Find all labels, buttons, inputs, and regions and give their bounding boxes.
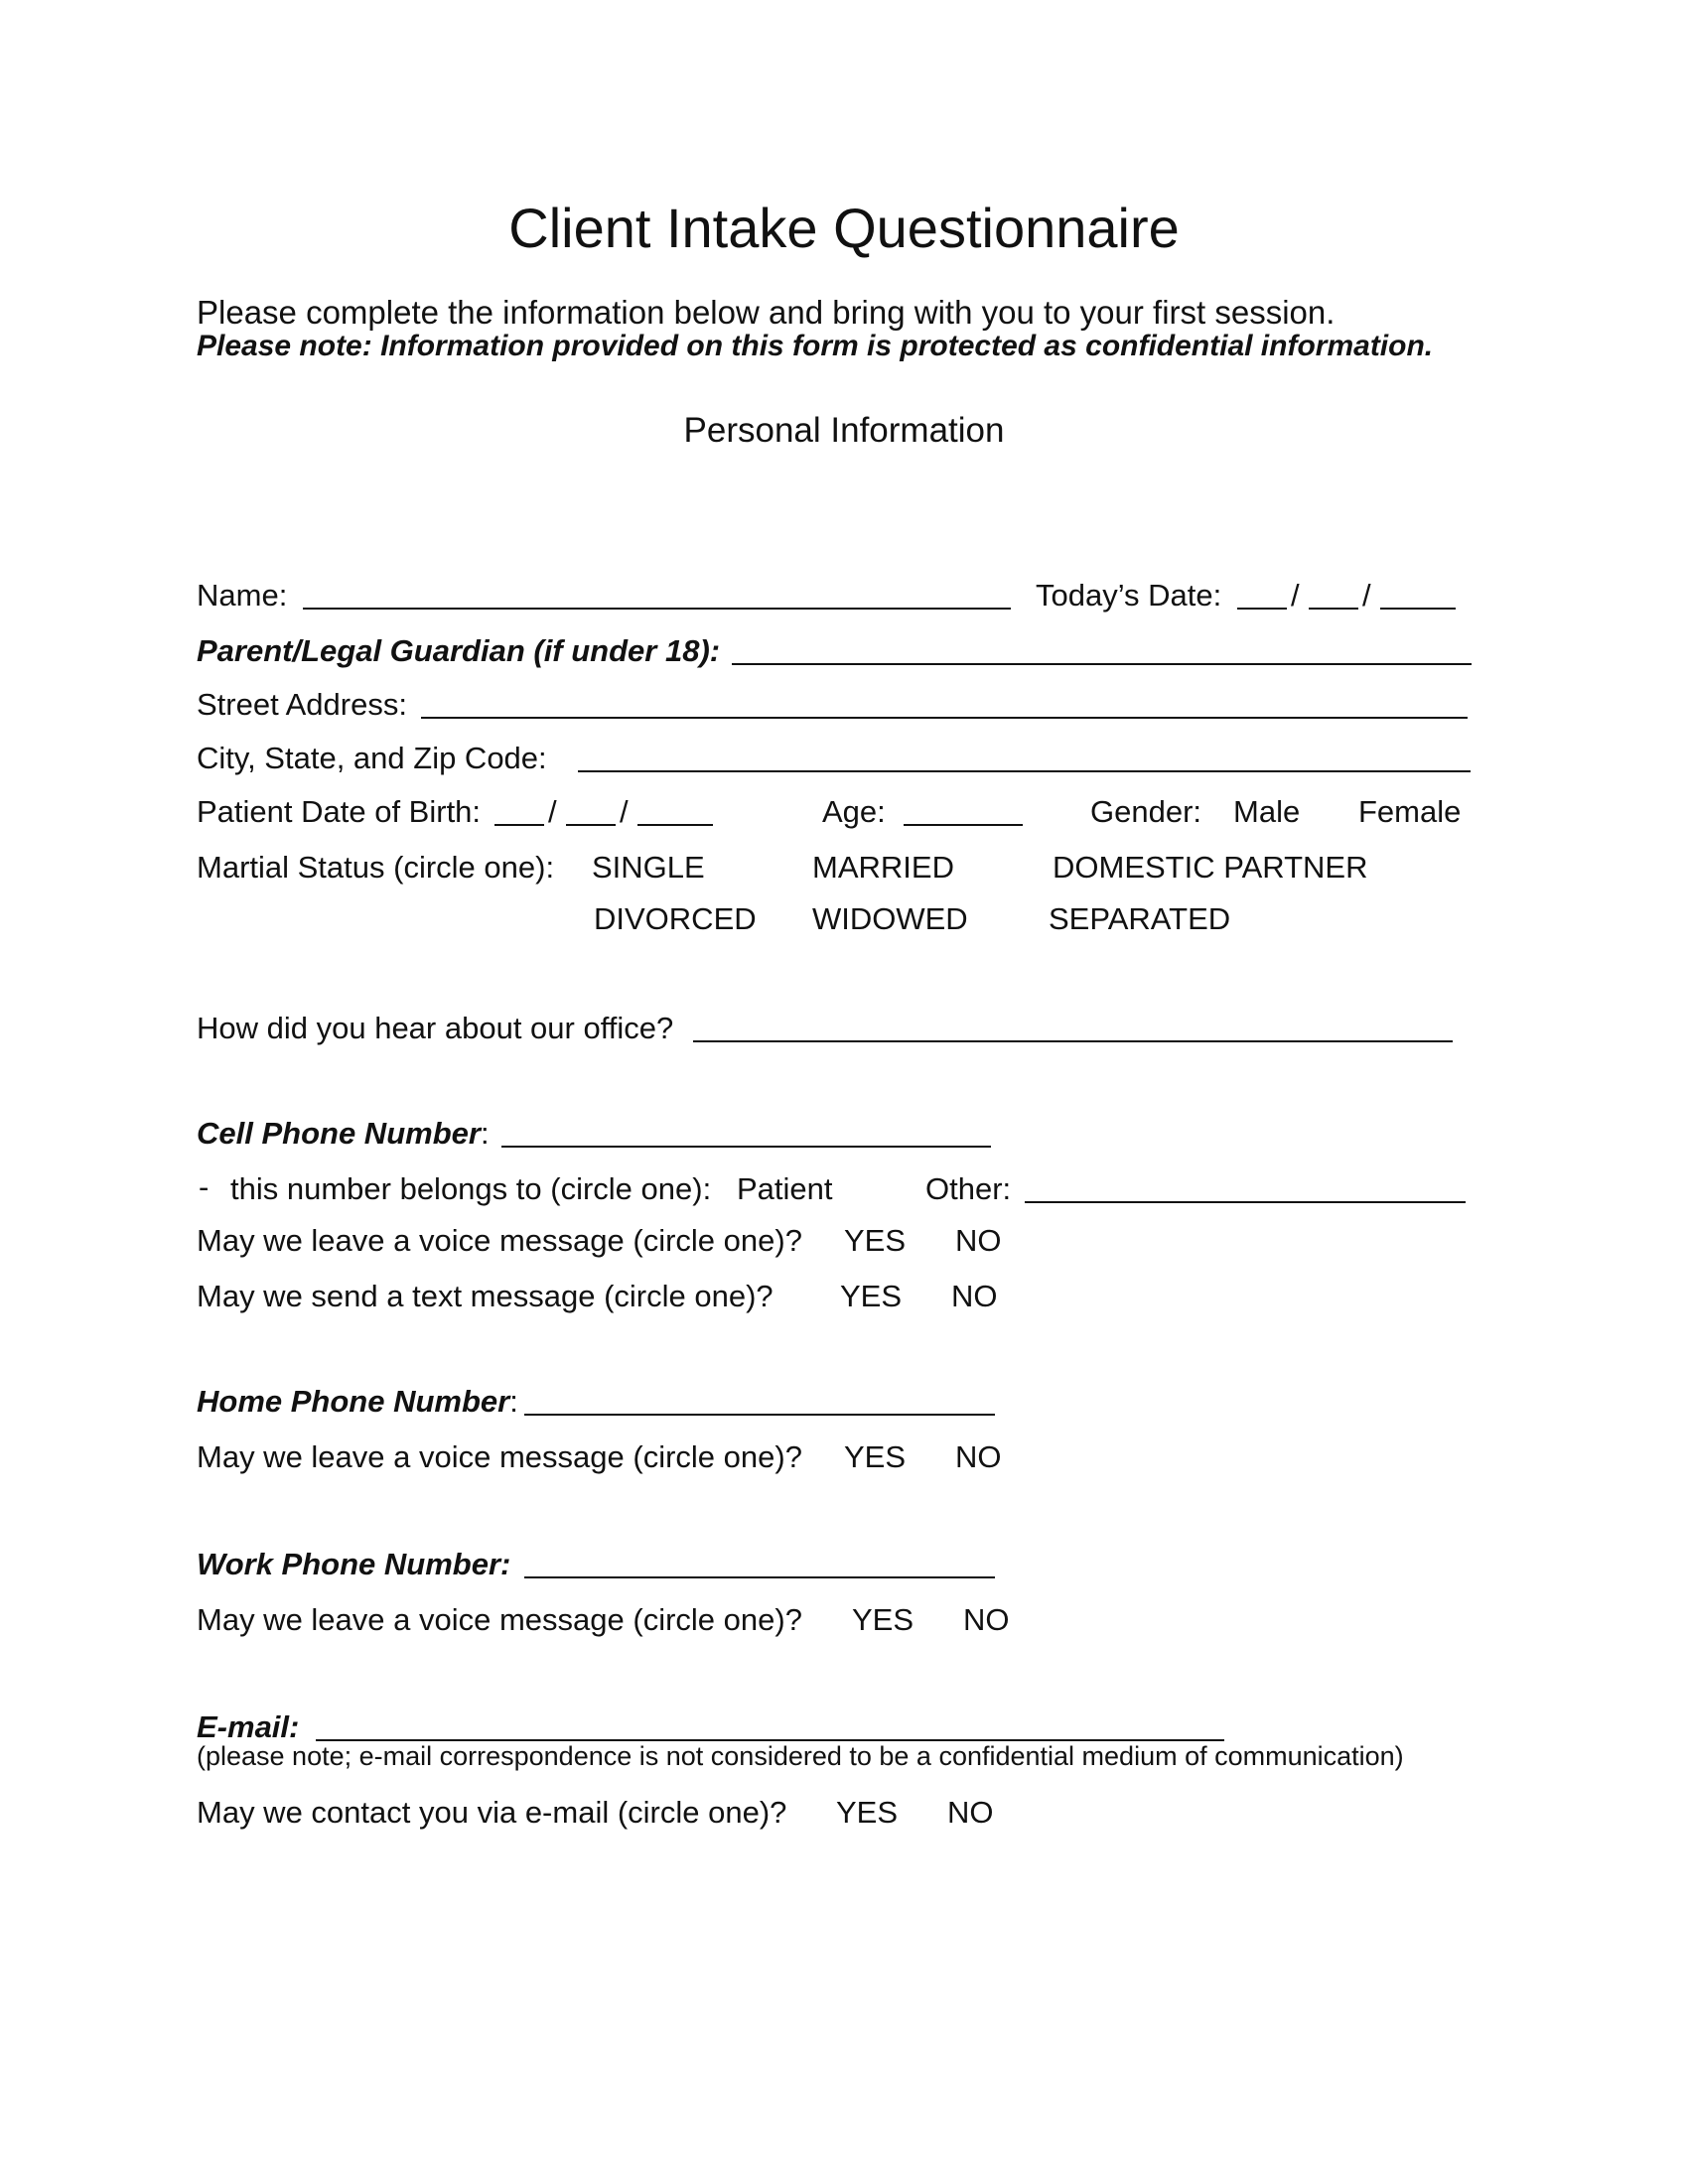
- dob-label: Patient Date of Birth:: [197, 794, 482, 829]
- email-contact-no[interactable]: NO: [947, 1795, 994, 1830]
- dob-month-field[interactable]: [494, 824, 544, 826]
- gender-option-female[interactable]: Female: [1358, 794, 1462, 829]
- guardian-field[interactable]: [732, 663, 1472, 665]
- dob-day-field[interactable]: [566, 824, 616, 826]
- home-phone-field[interactable]: [524, 1414, 995, 1416]
- work-voice-no[interactable]: NO: [963, 1602, 1010, 1637]
- home-phone-colon: :: [509, 1384, 518, 1419]
- email-contact-question: May we contact you via e-mail (circle one)?: [197, 1795, 787, 1830]
- home-voice-yes[interactable]: YES: [844, 1439, 907, 1474]
- cell-phone-colon: :: [480, 1116, 490, 1151]
- dob-slash: /: [620, 794, 629, 829]
- cell-phone-label-text: Cell Phone Number: [197, 1116, 481, 1151]
- street-address-label: Street Address:: [197, 687, 407, 722]
- cell-text-no[interactable]: NO: [951, 1279, 998, 1313]
- dob-slash: /: [548, 794, 557, 829]
- cell-voice-question: May we leave a voice message (circle one)?: [197, 1223, 802, 1258]
- work-phone-label: Work Phone Number:: [197, 1547, 511, 1581]
- marital-status-label: Martial Status (circle one):: [197, 850, 555, 885]
- intro-text: Please complete the information below and bring with you to your first session.: [197, 294, 1336, 331]
- cell-belongs-option-other[interactable]: Other:: [925, 1171, 1012, 1206]
- referral-source-label: How did you hear about our office?: [197, 1011, 674, 1045]
- home-voice-no[interactable]: NO: [955, 1439, 1002, 1474]
- gender-label: Gender:: [1090, 794, 1202, 829]
- form-title: Client Intake Questionnaire: [508, 197, 1180, 259]
- cell-text-question: May we send a text message (circle one)?: [197, 1279, 774, 1313]
- cell-belongs-option-patient[interactable]: Patient: [737, 1171, 833, 1206]
- city-state-zip-label: City, State, and Zip Code:: [197, 741, 547, 775]
- todays-date-label: Today’s Date:: [1036, 578, 1222, 613]
- email-contact-yes[interactable]: YES: [836, 1795, 899, 1830]
- work-phone-field[interactable]: [524, 1576, 995, 1578]
- guardian-label: Parent/Legal Guardian (if under 18):: [197, 633, 721, 668]
- cell-phone-label: [197, 1116, 490, 1152]
- cell-voice-yes[interactable]: YES: [844, 1223, 907, 1258]
- gender-option-male[interactable]: Male: [1233, 794, 1301, 829]
- todays-date-year-field[interactable]: [1380, 608, 1456, 610]
- date-slash: /: [1291, 578, 1300, 613]
- name-field[interactable]: [303, 608, 1011, 610]
- cell-text-yes[interactable]: YES: [840, 1279, 903, 1313]
- home-voice-question: May we leave a voice message (circle one)?: [197, 1439, 802, 1474]
- marital-option-separated[interactable]: SEPARATED: [1049, 901, 1231, 936]
- cell-belongs-other-field[interactable]: [1025, 1201, 1466, 1203]
- date-slash: /: [1362, 578, 1371, 613]
- work-voice-yes[interactable]: YES: [852, 1602, 914, 1637]
- todays-date-month-field[interactable]: [1237, 608, 1287, 610]
- referral-source-field[interactable]: [693, 1040, 1453, 1042]
- home-phone-label-text: Home Phone Number: [197, 1384, 510, 1419]
- marital-option-domestic-partner[interactable]: DOMESTIC PARTNER: [1053, 850, 1368, 885]
- marital-option-widowed[interactable]: WIDOWED: [812, 901, 968, 936]
- section-title: Personal Information: [683, 411, 1005, 450]
- cell-phone-field[interactable]: [501, 1146, 991, 1148]
- dob-year-field[interactable]: [637, 824, 713, 826]
- city-state-zip-field[interactable]: [578, 770, 1471, 772]
- home-phone-label: [197, 1384, 518, 1420]
- confidential-note: Please note: Information provided on this form is protected as confidential information.: [197, 330, 1434, 362]
- age-label: Age:: [822, 794, 886, 829]
- marital-option-married[interactable]: MARRIED: [812, 850, 954, 885]
- age-field[interactable]: [904, 824, 1023, 826]
- bullet-dash: -: [199, 1169, 210, 1204]
- cell-voice-no[interactable]: NO: [955, 1223, 1002, 1258]
- email-confidentiality-note: (please note; e-mail correspondence is not considered to be a confidential medium of communication): [197, 1741, 1404, 1771]
- email-label: E-mail:: [197, 1709, 300, 1744]
- name-label: Name:: [197, 578, 288, 613]
- work-voice-question: May we leave a voice message (circle one)?: [197, 1602, 802, 1637]
- street-address-field[interactable]: [421, 717, 1468, 719]
- marital-option-divorced[interactable]: DIVORCED: [594, 901, 757, 936]
- marital-option-single[interactable]: SINGLE: [592, 850, 705, 885]
- todays-date-day-field[interactable]: [1309, 608, 1358, 610]
- cell-belongs-label: this number belongs to (circle one):: [230, 1171, 712, 1206]
